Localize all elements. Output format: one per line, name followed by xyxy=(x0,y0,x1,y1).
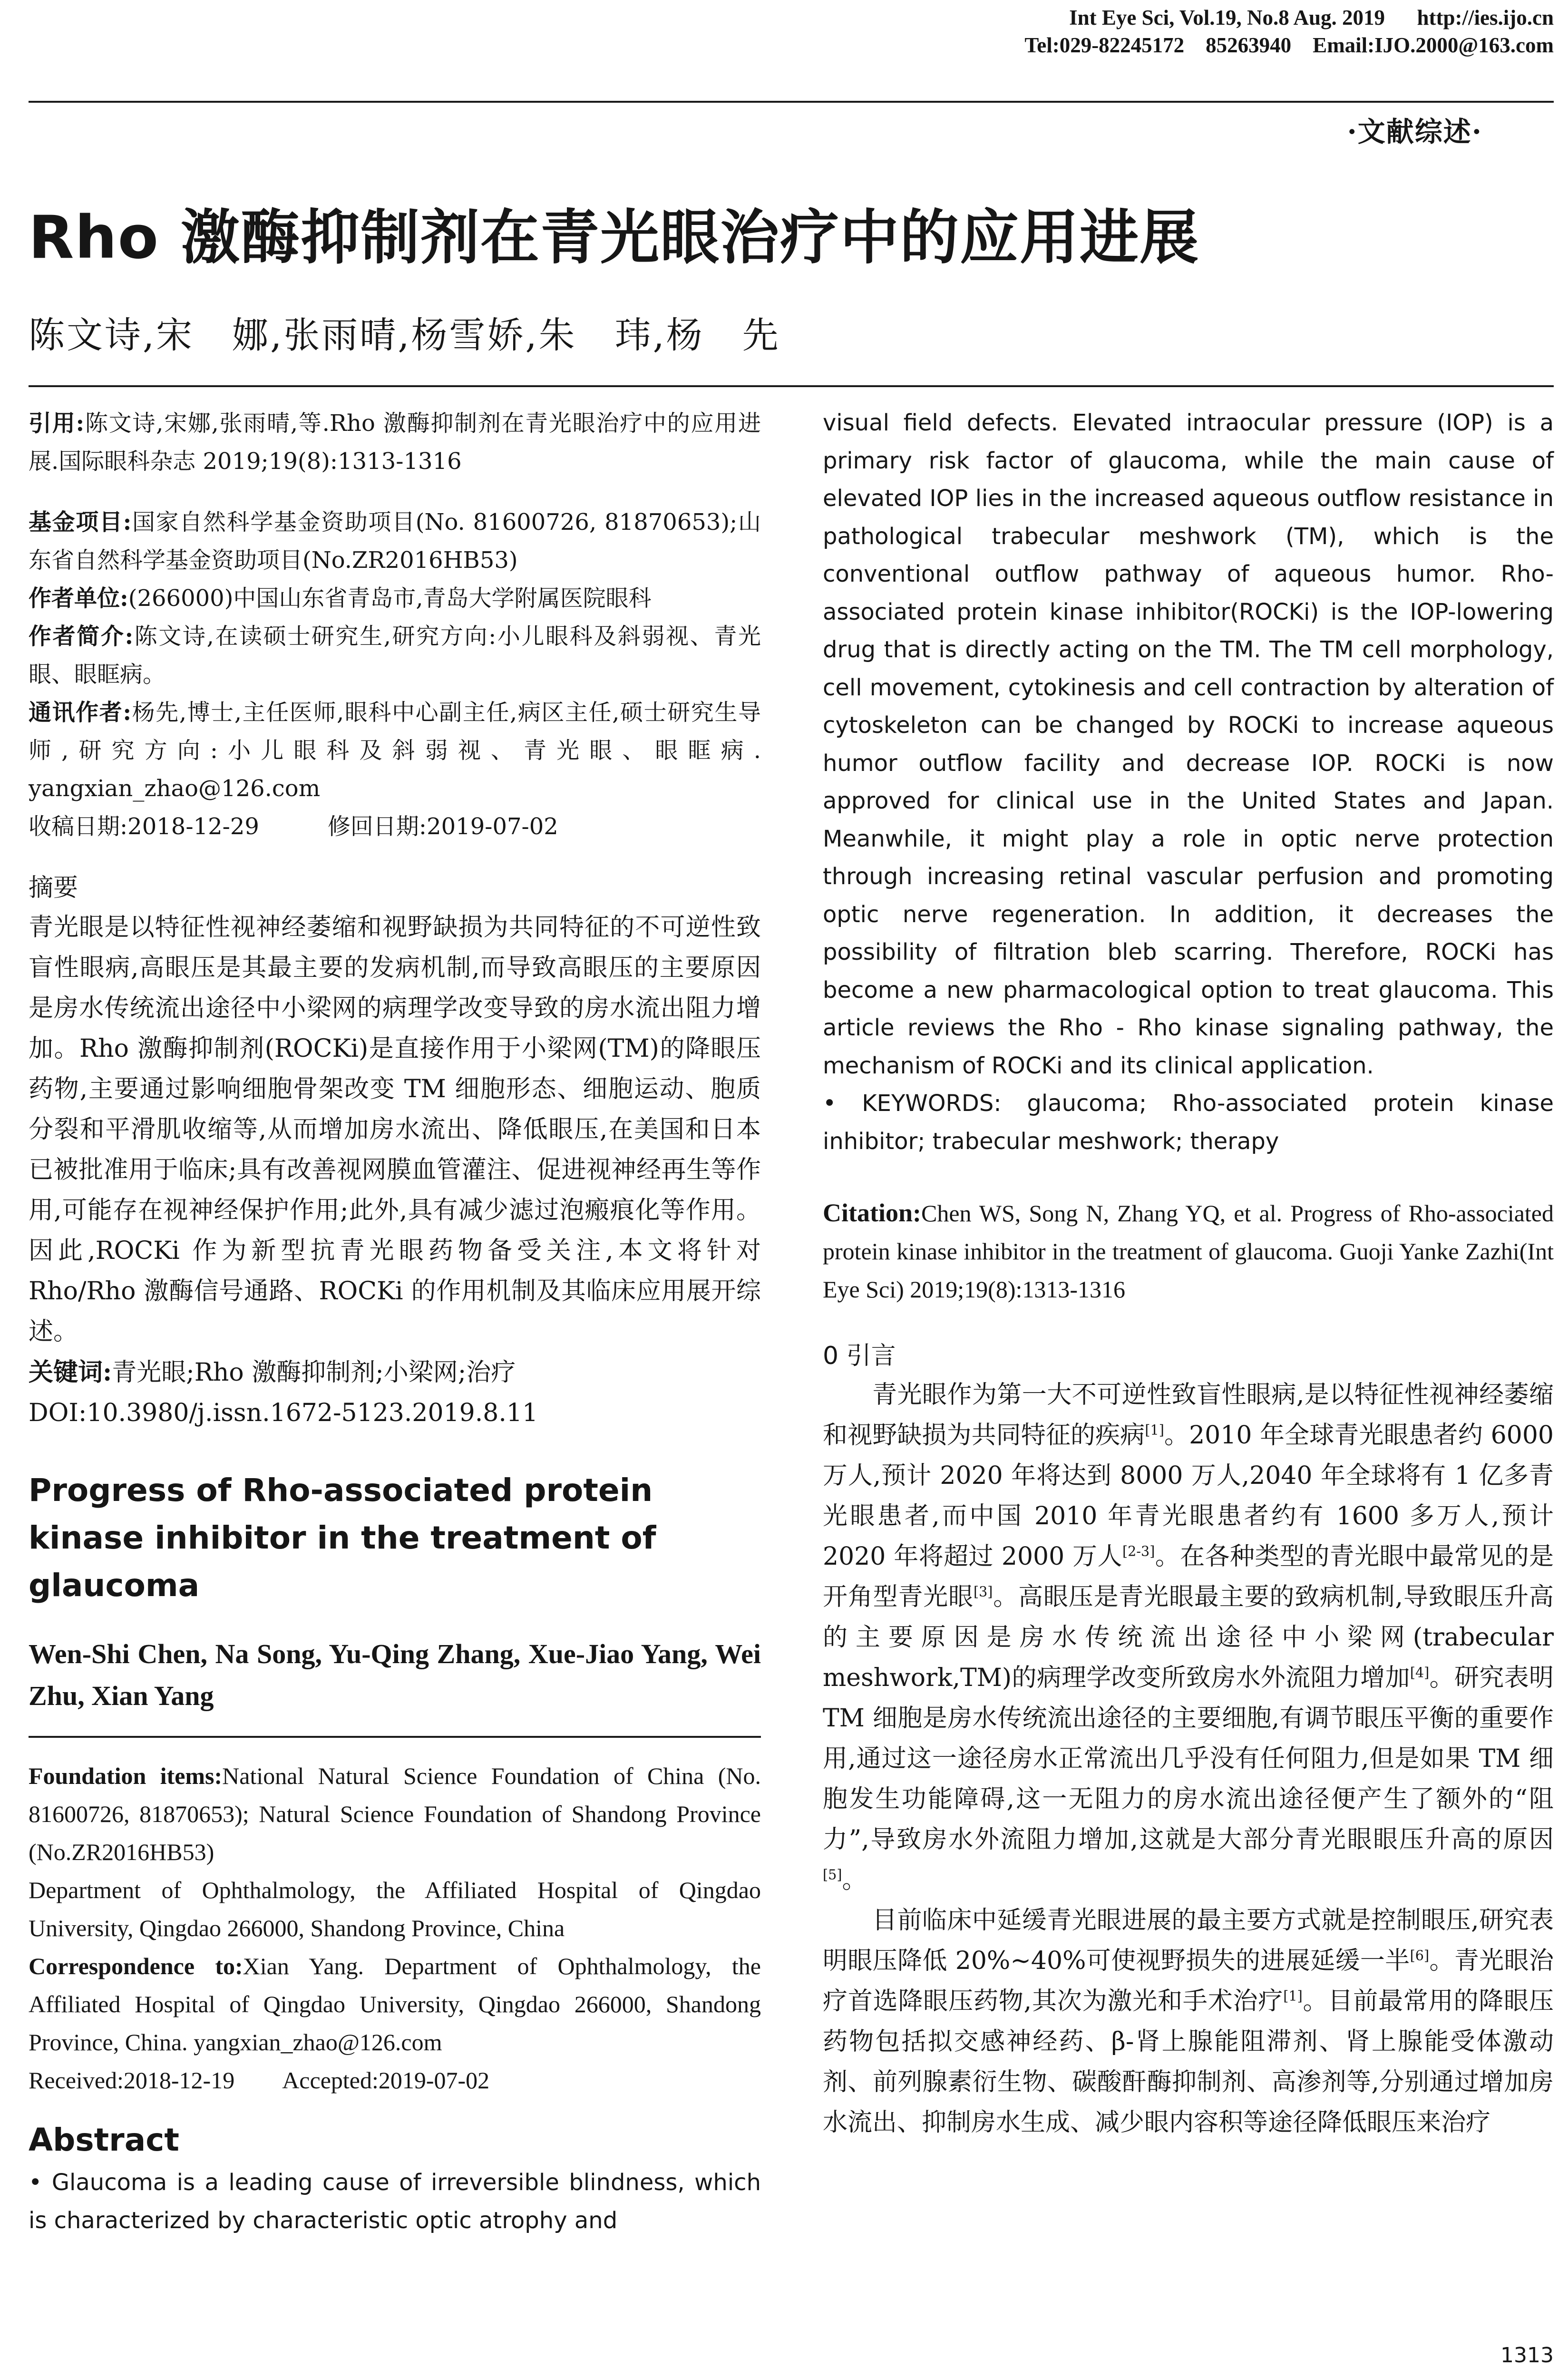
intro-p2-c: 。目前最常用的降眼压药物包括拟交感神经药、β-肾上腺能阻滞剂、肾上腺能受体激动剂、前列腺素衍生物、碳酸酐酶抑制剂、高渗剂等,分别通过增加房水流出、抑制房水生成、减少眼内容积等途径降低眼压来治疗 xyxy=(823,1987,1554,2137)
spacer xyxy=(29,480,761,503)
intro-p1-c: 。在各种类型的青光眼中最常见的是开角型青光眼 xyxy=(823,1542,1554,1611)
intro-p2-b: 。青光眼治疗首选降眼压药物,其次为激光和手术治疗 xyxy=(823,1947,1554,2016)
intro-p1-d: 。高眼压是青光眼最主要的致病机制,导致眼压升高的主要原因是房水传统流出途径中小梁网(trabecular meshwork,TM)的病理学改变所致房水外流阻力增加 xyxy=(823,1583,1554,1692)
ref-3: [3] xyxy=(973,1583,993,1600)
article-title: Rho 激酶抑制剂在青光眼治疗中的应用进展 xyxy=(29,204,1200,272)
keywords-en: • KEYWORDS: glaucoma; Rho-associated protein kinase inhibitor; trabecular meshwork; therapy xyxy=(823,1090,1554,1155)
intro-p1-e: 。研究表明 TM 细胞是房水传统流出途径的主要细胞,有调节眼压平衡的重要作用,通过这一途径房水正常流出几乎没有任何阻力,但是如果 TM 细胞发生功能障碍,这一无阻力的房水流出途径便产生了额外的“阻力”,导致房水外流阻力增加,这就是大部分青光眼眼压升高的原因 xyxy=(823,1664,1554,1854)
corr-zh xyxy=(29,693,761,808)
bio-text: 陈文诗,在读硕士研究生,研究方向:小儿眼科及斜弱视、青光眼、眼眶病。 xyxy=(29,623,761,688)
correspondence-en-label: Correspondence to: xyxy=(29,1953,243,1979)
english-title: Progress of Rho-associated protein kinase inhibitor in the treatment of glaucoma xyxy=(29,1472,656,1604)
citation-label: 引用: xyxy=(29,410,85,437)
corr-text: 杨先,博士,主任医师,眼科中心副主任,病区主任,硕士研究生导师,研究方向:小儿眼科及斜弱视、青光眼、眼眶病. yangxian_zhao@126.com xyxy=(29,699,761,802)
header-rule xyxy=(29,101,1554,103)
unit-text: (266000)中国山东省青岛市,青岛大学附属医院眼科 xyxy=(128,585,652,612)
abstract-en-heading: Abstract xyxy=(29,2122,179,2158)
intro-p1-a: 青光眼作为第一大不可逆性致盲性眼病,是以特征性视神经萎缩和视野缺损为共同特征的疾病 xyxy=(823,1381,1554,1450)
unit-label: 作者单位: xyxy=(29,585,128,612)
correspondence-en xyxy=(29,1947,761,2061)
citation-en-label: Citation: xyxy=(823,1198,921,1227)
spacer xyxy=(29,1433,761,1467)
abstract-en-start: • Glaucoma is a leading cause of irreversible blindness, which is characterized by characteristic optic atrophy and xyxy=(29,2169,761,2234)
spacer xyxy=(29,2099,761,2116)
intro-p1-b: 。2010 年全球青光眼患者约 6000 万人,预计 2020 年将达到 8000 万人,2040 年全球将有 1 亿多青光眼患者,而中国 2010 年青光眼患者约有 1600 多万人,预计 2020 年将超过 2000 万人 xyxy=(823,1421,1554,1571)
foundation-en xyxy=(29,1757,761,1871)
ref-6: [6] xyxy=(1410,1947,1430,1964)
citation-en xyxy=(823,1194,1554,1308)
ref-1: [1] xyxy=(1145,1422,1164,1438)
abstract-zh-text: 青光眼是以特征性视神经萎缩和视野缺损为共同特征的不可逆性致盲性眼病,高眼压是其最主要的发病机制,而导致高眼压的主要原因是房水传统流出途径中小梁网的病理学改变导致的房水流出阻力增加。Rho 激酶抑制剂(ROCKi)是直接作用于小梁网(TM)的降眼压药物,主要通过影响细胞骨架改变 TM 细胞形态、细胞运动、胞质分裂和平滑肌收缩等,从而增加房水流出、降低眼压,在美国和日本已被批准用于临床;具有改善视网膜血管灌注、促进视神经再生等作用,可能存在视神经保护作用;此外,具有减少滤过泡瘢痕化等作用。因此,ROCKi 作为新型抗青光眼药物备受关注,本文将针对 Rho/Rho 激酶信号通路、ROCKi 的作用机制及其临床应用展开综述。 xyxy=(29,913,761,1346)
page-number: 1313 xyxy=(1500,2343,1554,2367)
foundation-en-label: Foundation items: xyxy=(29,1763,223,1789)
spacer xyxy=(29,1609,761,1633)
bio-label: 作者简介: xyxy=(29,623,134,650)
corr-label: 通讯作者: xyxy=(29,699,132,726)
section-tag: ·文献综述· xyxy=(1347,116,1482,148)
intro-p1-f: 。 xyxy=(842,1866,867,1894)
abstract-en-continued: visual field defects. Elevated intraocular pressure (IOP) is a primary risk factor of glaucoma, while the main cause of elevated IOP lies in the increased aqueous outflow resistance in pathological trabecular meshwork (TM), which is the conventional outflow pathway of aqueous humor. Rho-associated protein kinase inhibitor(ROCKi) is the IOP-lowering drug that is directly acting on the TM. The TM cell morphology, cell movement, cytokinesis and cell contraction by alteration of cytoskeleton can be changed by ROCKi to increase aqueous humor outflow facility and decrease IOP. ROCKi is now approved for clinical use in the United States and Japan. Meanwhile, it might play a role in optic nerve protection through increasing retinal vascular perfusion and promoting optic nerve regeneration. In addition, it decreases the possibility of filtration bleb scarring. Therefore, ROCKi has become a new pharmacological option to treat glaucoma. This article reviews the Rho - Rho kinase signaling pathway, the mechanism of ROCKi and its clinical application. xyxy=(823,409,1554,1079)
foundation-text: 国家自然科学基金资助项目(No. 81600726, 81870653);山东省自然科学基金资助项目(No.ZR2016HB53) xyxy=(29,509,761,574)
foundation-label: 基金项目: xyxy=(29,509,132,536)
intro-heading: 0 引言 xyxy=(823,1342,896,1370)
foundation-en-text: National Natural Science Foundation of China (No. 81600726, 81870653); Natural Science Foundation of Shandong Province (No.ZR2016HB53) xyxy=(29,1763,761,1865)
department-en: Department of Ophthalmology, the Affiliated Hospital of Qingdao University, Qingdao 266000, Shandong Province, China xyxy=(29,1877,761,1941)
citation-en-text: Chen WS, Song N, Zhang YQ, et al. Progress of Rho-associated protein kinase inhibitor in the treatment of glaucoma. Guoji Yanke Zazhi(Int Eye Sci) 2019;19(8):1313-1316 xyxy=(823,1200,1554,1303)
keywords-text: 青光眼;Rho 激酶抑制剂;小梁网;治疗 xyxy=(112,1358,516,1387)
abstract-zh-heading: 摘要 xyxy=(29,874,78,902)
foundation-zh xyxy=(29,503,761,579)
spacer xyxy=(29,846,761,868)
correspondence-en-text: Xian Yang. Department of Ophthalmology, the Affiliated Hospital of Qingdao University, Qingdao 266000, Shandong Province, China. yangxian_zhao@126.com xyxy=(29,1953,761,2056)
spacer xyxy=(823,1308,1554,1337)
ref-4: [4] xyxy=(1410,1664,1430,1681)
spacer xyxy=(823,1160,1554,1194)
citation-zh xyxy=(29,404,761,480)
intro-paragraph-1 xyxy=(823,1375,1554,1900)
doi: DOI:10.3980/j.issn.1672-5123.2019.8.11 xyxy=(29,1399,538,1427)
journal-header-line1: Int Eye Sci, Vol.19, No.8 Aug. 2019 http://ies.ijo.cn xyxy=(1069,6,1554,29)
title-rule xyxy=(29,385,1554,387)
journal-header-line2: Tel:029-82245172 85263940 Email:IJO.2000@163.com xyxy=(1024,33,1554,57)
left-column xyxy=(29,404,761,2240)
english-authors: Wen-Shi Chen, Na Song, Yu-Qing Zhang, Xue-Jiao Yang, Wei Zhu, Xian Yang xyxy=(29,1638,761,1711)
ref-1b: [1] xyxy=(1283,1987,1303,2004)
keywords-zh xyxy=(29,1352,761,1393)
spacer xyxy=(29,1717,761,1736)
unit-zh xyxy=(29,579,761,617)
intro-p2-a: 目前临床中延缓青光眼进展的最主要方式就是控制眼压,研究表明眼压降低 20%~40%可使视野损失的进展延缓一半 xyxy=(823,1906,1554,1975)
citation-text: 陈文诗,宋娜,张雨晴,等.Rho 激酶抑制剂在青光眼治疗中的应用进展.国际眼科杂志 2019;19(8):1313-1316 xyxy=(29,410,761,475)
intro-paragraph-2 xyxy=(823,1900,1554,2143)
authors-zh: 陈文诗,宋 娜,张雨晴,杨雪娇,朱 玮,杨 先 xyxy=(29,314,780,356)
spacer xyxy=(29,1738,761,1757)
dates-zh: 收稿日期:2018-12-29 修回日期:2019-07-02 xyxy=(29,813,558,840)
right-column xyxy=(823,404,1554,2143)
keywords-label: 关键词: xyxy=(29,1358,112,1387)
bio-zh xyxy=(29,617,761,693)
ref-2-3: [2-3] xyxy=(1122,1543,1155,1559)
dates-en: Received:2018-12-19 Accepted:2019-07-02 xyxy=(29,2067,490,2094)
ref-5: [5] xyxy=(823,1866,842,1883)
